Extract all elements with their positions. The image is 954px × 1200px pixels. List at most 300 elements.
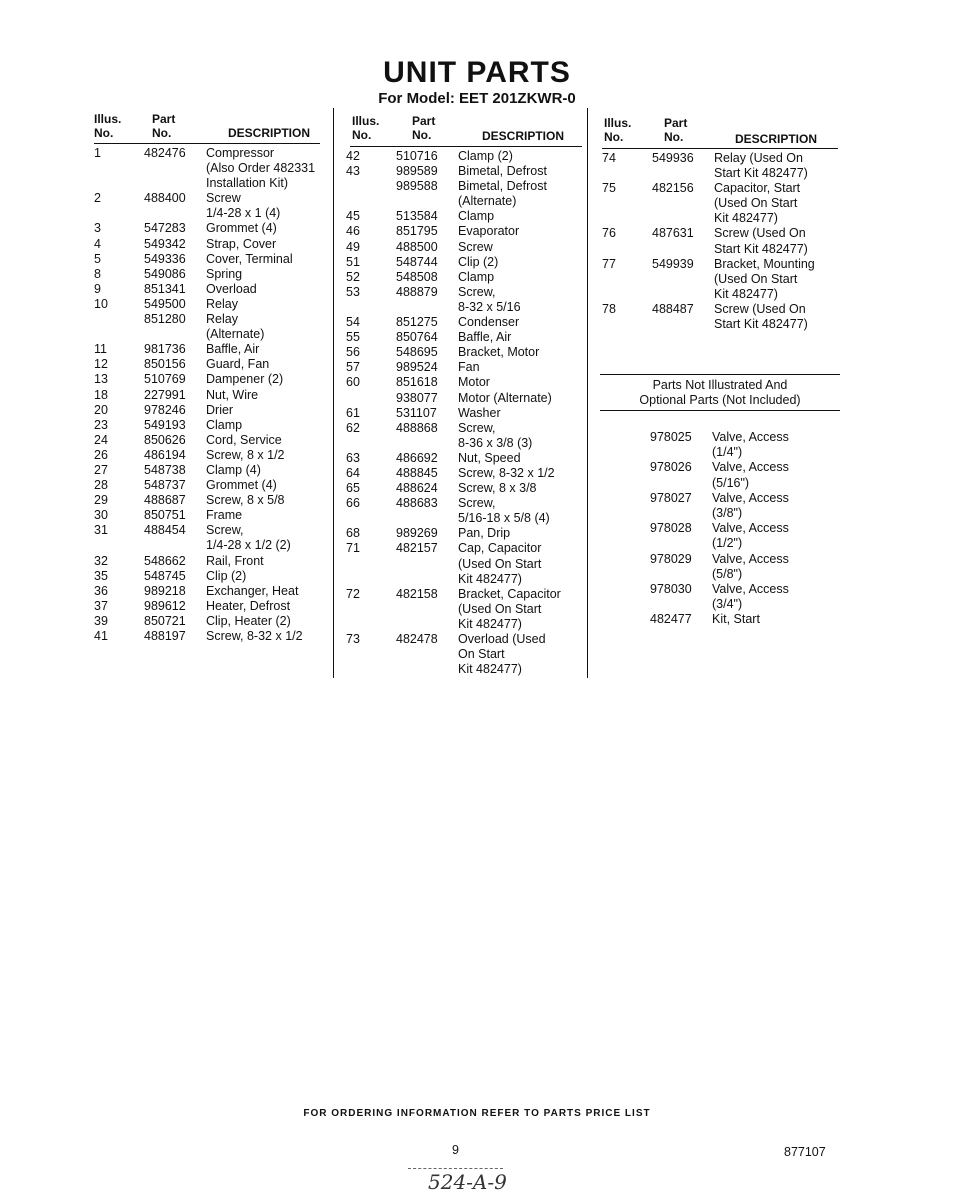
part-number: 989269 — [396, 526, 438, 541]
part-row — [346, 526, 586, 541]
part-description — [206, 448, 332, 463]
part-number: 978246 — [144, 402, 186, 417]
description-line: Grommet (4) — [206, 478, 277, 493]
illus-number: 66 — [346, 496, 360, 511]
part-row — [94, 629, 332, 644]
illus-number — [346, 391, 396, 406]
part-number: 488400 — [144, 191, 186, 206]
illus-no-label: No. — [604, 130, 624, 144]
part-number: 482157 — [396, 541, 438, 556]
part-description — [712, 460, 842, 490]
part-number: 488687 — [144, 493, 186, 508]
part-number: 488487 — [652, 301, 694, 316]
illus-number: 24 — [94, 432, 108, 447]
part-number: 548508 — [396, 269, 438, 284]
description-line: Kit 482477) — [458, 662, 522, 677]
page-title: UNIT PARTS — [383, 56, 571, 89]
illus-number: 3 — [94, 221, 101, 236]
part-number: 851618 — [396, 375, 438, 390]
part-description — [206, 403, 332, 418]
part-row — [602, 257, 842, 302]
part-row — [94, 493, 332, 508]
part-number: 851795 — [396, 224, 438, 239]
part-row — [602, 612, 842, 627]
part-description — [458, 587, 586, 632]
description-line: Nut, Wire — [206, 387, 259, 402]
part-description — [458, 345, 586, 360]
col2-desc-header: DESCRIPTION — [482, 129, 565, 143]
illus-number: 35 — [94, 568, 108, 583]
illus-number: 78 — [602, 301, 616, 316]
part-description — [206, 433, 332, 448]
description-line: (3/8") — [712, 506, 743, 521]
illus-number: 31 — [94, 523, 108, 538]
part-row — [346, 209, 586, 224]
description-line: (5/16") — [712, 475, 750, 490]
part-row — [94, 508, 332, 523]
part-description — [458, 406, 586, 421]
illus-label: Illus. — [352, 114, 380, 128]
part-number: 851275 — [396, 315, 438, 330]
illus-number: 28 — [94, 478, 108, 493]
description-line: Drier — [206, 402, 234, 417]
description-line: Start Kit 482477) — [714, 317, 808, 332]
description-line: Condenser — [458, 315, 520, 330]
description-line: Relay (Used On — [714, 151, 803, 165]
part-description — [206, 357, 332, 372]
description-line: Grommet (4) — [206, 221, 277, 236]
part-number: 850156 — [144, 357, 186, 372]
part-number: 486692 — [396, 450, 438, 465]
description-line: Screw — [458, 239, 493, 254]
illus-number: 54 — [346, 315, 360, 330]
illus-number: 71 — [346, 541, 360, 556]
description-line: Screw, — [458, 496, 496, 511]
col2-illus-header — [352, 114, 379, 142]
part-number: 488683 — [396, 496, 438, 511]
part-description — [206, 523, 332, 553]
part-description — [712, 521, 842, 551]
illus-number: 1 — [94, 146, 101, 160]
part-row — [602, 552, 842, 582]
illus-label: Illus. — [604, 116, 632, 130]
part-row — [94, 237, 332, 252]
description-line: Spring — [206, 266, 243, 281]
description-line: (1/4") — [712, 445, 743, 460]
part-number: 510769 — [144, 372, 186, 387]
description-line: Fan — [458, 360, 480, 375]
part-row — [346, 587, 586, 632]
description-line: Overload — [206, 281, 257, 296]
description-line: (Used On Start — [458, 601, 542, 616]
illus-number: 13 — [94, 372, 108, 387]
part-row — [94, 448, 332, 463]
description-line: Screw — [206, 191, 241, 206]
part-number: 981736 — [144, 342, 186, 357]
illus-number: 42 — [346, 149, 360, 163]
part-description — [714, 226, 842, 256]
illus-number: 11 — [94, 342, 107, 357]
description-line: Valve, Access — [712, 521, 789, 536]
description-line: 8-36 x 3/8 (3) — [458, 435, 533, 450]
part-row — [94, 191, 332, 221]
part-number: 851341 — [144, 281, 186, 296]
illus-number: 18 — [94, 387, 108, 402]
part-number: 989524 — [396, 360, 438, 375]
part-number: 488454 — [144, 523, 186, 538]
illus-number — [602, 612, 650, 627]
illus-number: 43 — [346, 164, 360, 179]
part-number: 488624 — [396, 481, 438, 496]
description-line: Dampener (2) — [206, 372, 284, 387]
part-row — [346, 360, 586, 375]
illus-number: 76 — [602, 226, 616, 241]
part-description — [458, 526, 586, 541]
part-description — [458, 541, 586, 586]
part-number: 549086 — [144, 266, 186, 281]
description-line: Screw, — [206, 523, 244, 538]
part-description — [206, 237, 332, 252]
part-number: 978026 — [650, 460, 692, 475]
part-description — [458, 285, 586, 315]
part-row — [94, 342, 332, 357]
description-line: Clamp (2) — [458, 149, 513, 163]
description-line: Valve, Access — [712, 582, 789, 597]
part-description — [712, 491, 842, 521]
illus-number: 53 — [346, 284, 360, 299]
part-row — [602, 151, 842, 181]
description-line: Clamp — [458, 269, 495, 284]
part-row — [346, 391, 586, 406]
part-row — [602, 430, 842, 460]
part-description — [206, 312, 332, 342]
description-line: Relay — [206, 296, 238, 311]
description-line: Guard, Fan — [206, 357, 270, 372]
part-description — [206, 629, 332, 644]
part-row — [346, 255, 586, 270]
part-row — [346, 375, 586, 390]
part-description — [458, 451, 586, 466]
parts-column-1 — [94, 146, 332, 644]
description-line: Strap, Cover — [206, 236, 277, 251]
part-description — [206, 554, 332, 569]
part-row — [94, 463, 332, 478]
description-line: (3/4") — [712, 597, 743, 612]
part-row — [346, 406, 586, 421]
part-description — [458, 375, 586, 390]
illus-number: 39 — [94, 613, 108, 628]
part-description — [458, 270, 586, 285]
part-number: 989612 — [144, 598, 186, 613]
part-description — [206, 418, 332, 433]
illus-number: 20 — [94, 402, 108, 417]
part-number: 989589 — [396, 164, 438, 179]
illus-number: 57 — [346, 360, 360, 375]
description-line: Rail, Front — [206, 553, 264, 568]
illus-number — [346, 179, 396, 209]
part-row — [346, 481, 586, 496]
col3-header-rule — [602, 148, 838, 149]
description-line: On Start — [458, 647, 505, 662]
illus-number: 73 — [346, 632, 360, 646]
description-line: 1/4-28 x 1/2 (2) — [206, 538, 291, 553]
col1-illus-header — [94, 112, 121, 140]
part-description — [458, 255, 586, 270]
description-line: Screw (Used On — [714, 226, 806, 241]
part-row — [94, 388, 332, 403]
illus-number: 27 — [94, 462, 108, 477]
part-row — [602, 226, 842, 256]
part-row — [94, 554, 332, 569]
description-line: Washer — [458, 405, 501, 420]
part-description — [714, 257, 842, 302]
part-description — [458, 360, 586, 375]
illus-number: 5 — [94, 251, 101, 266]
illus-number: 60 — [346, 375, 360, 390]
part-number: 227991 — [144, 387, 186, 402]
part-description — [206, 252, 332, 267]
description-line: Bracket, Capacitor — [458, 586, 561, 601]
part-number: 487631 — [652, 226, 694, 241]
part-row — [346, 270, 586, 285]
part-description — [206, 267, 332, 282]
description-line: Bracket, Motor — [458, 345, 540, 360]
part-row — [94, 267, 332, 282]
description-line: Clip, Heater (2) — [206, 613, 291, 628]
illus-number: 26 — [94, 447, 108, 462]
part-row — [94, 599, 332, 614]
description-line: Cord, Service — [206, 432, 282, 447]
illus-number: 68 — [346, 526, 360, 541]
part-number: 488197 — [144, 629, 186, 643]
optional-top-rule — [600, 374, 840, 375]
part-description — [458, 224, 586, 239]
part-row — [346, 345, 586, 360]
illus-number: 12 — [94, 357, 108, 372]
description-line: Pan, Drip — [458, 526, 511, 541]
description-line: Kit 482477) — [714, 211, 778, 226]
part-row — [94, 297, 332, 312]
part-label: Part — [412, 114, 436, 128]
description-line: Frame — [206, 508, 243, 523]
part-number: 850751 — [144, 508, 186, 523]
description-line: (Alternate) — [206, 327, 265, 342]
part-number: 978030 — [650, 582, 692, 597]
description-line: Clip (2) — [206, 568, 247, 583]
part-number: 549500 — [144, 296, 186, 311]
part-row — [346, 224, 586, 239]
part-description — [714, 151, 842, 181]
part-number: 851280 — [144, 312, 186, 327]
illus-number: 64 — [346, 465, 360, 480]
part-description — [206, 584, 332, 599]
optional-header-line: Parts Not Illustrated And — [652, 378, 788, 392]
illus-number: 41 — [94, 629, 108, 643]
description-line: Screw, — [458, 284, 496, 299]
part-description — [206, 342, 332, 357]
part-row — [94, 146, 332, 191]
handwritten-note: 524-A-9 — [428, 1170, 507, 1194]
part-description — [458, 164, 586, 179]
description-line: Cap, Capacitor — [458, 541, 542, 556]
description-line: Baffle, Air — [458, 330, 512, 345]
part-description — [206, 614, 332, 629]
description-line: Evaporator — [458, 224, 520, 239]
part-number: 548738 — [144, 462, 186, 477]
description-line: Clip (2) — [458, 254, 499, 269]
part-number: 548737 — [144, 478, 186, 493]
description-line: Capacitor, Start — [714, 181, 801, 196]
description-line: Nut, Speed — [458, 450, 521, 465]
part-row — [346, 330, 586, 345]
decorative-dashes — [408, 1168, 503, 1169]
part-description — [712, 582, 842, 612]
description-line: Motor — [458, 375, 490, 390]
description-line: (Used On Start — [714, 196, 798, 211]
part-number: 513584 — [396, 209, 438, 224]
description-line: Kit 482477) — [714, 286, 778, 301]
illus-number: 77 — [602, 256, 616, 271]
part-description — [206, 388, 332, 403]
col2-part-header — [412, 114, 435, 142]
part-number: 486194 — [144, 447, 186, 462]
part-number: 549193 — [144, 417, 186, 432]
description-line: 8-32 x 5/16 — [458, 299, 521, 314]
part-number: 482158 — [396, 586, 438, 601]
part-number: 488500 — [396, 239, 438, 254]
part-row — [94, 523, 332, 553]
part-no-label: No. — [664, 130, 684, 144]
part-description — [458, 240, 586, 255]
part-description — [458, 330, 586, 345]
part-description — [458, 466, 586, 481]
part-no-label: No. — [412, 128, 432, 142]
illus-number: 30 — [94, 508, 108, 523]
part-number: 482477 — [650, 612, 692, 627]
illus-number: 2 — [94, 191, 101, 206]
part-number: 549939 — [652, 256, 694, 271]
description-line: Relay — [206, 312, 238, 327]
description-line: Start Kit 482477) — [714, 241, 808, 256]
illus-number — [602, 521, 650, 551]
illus-number: 36 — [94, 583, 108, 598]
part-description — [712, 552, 842, 582]
description-line: Compressor — [206, 146, 275, 160]
part-row — [346, 164, 586, 179]
page-number: 9 — [452, 1143, 459, 1157]
part-description — [206, 221, 332, 236]
col1-header-rule — [94, 143, 320, 144]
part-description — [206, 569, 332, 584]
description-line: Cover, Terminal — [206, 251, 293, 266]
parts-column-2 — [346, 149, 586, 677]
optional-bottom-rule — [600, 410, 840, 411]
part-number: 548744 — [396, 254, 438, 269]
description-line: Bimetal, Defrost — [458, 164, 547, 179]
part-row — [346, 315, 586, 330]
description-line: Valve, Access — [712, 430, 789, 444]
part-row — [94, 584, 332, 599]
description-line: (Used On Start — [458, 556, 542, 571]
part-row — [94, 312, 332, 342]
part-row — [602, 491, 842, 521]
illus-label: Illus. — [94, 112, 122, 126]
illus-number: 23 — [94, 417, 108, 432]
illus-number: 29 — [94, 493, 108, 508]
description-line: Screw (Used On — [714, 301, 806, 316]
description-line: Installation Kit) — [206, 176, 288, 191]
illus-number: 61 — [346, 405, 360, 420]
part-number: 549342 — [144, 236, 186, 251]
illus-number: 52 — [346, 269, 360, 284]
part-description — [206, 493, 332, 508]
description-line: Motor (Alternate) — [458, 390, 552, 405]
part-row — [346, 541, 586, 586]
illus-number: 37 — [94, 598, 108, 613]
part-row — [346, 421, 586, 451]
description-line: Screw, 8 x 5/8 — [206, 493, 285, 508]
part-row — [94, 433, 332, 448]
description-line: 1/4-28 x 1 (4) — [206, 206, 281, 221]
part-description — [714, 181, 842, 226]
part-row — [346, 149, 586, 164]
illus-number: 56 — [346, 345, 360, 360]
col3-part-header — [664, 116, 687, 144]
col1-part-header — [152, 112, 175, 140]
part-number: 850721 — [144, 613, 186, 628]
part-description — [206, 508, 332, 523]
optional-header-line: Optional Parts (Not Included) — [639, 393, 801, 407]
description-line: Clamp (4) — [206, 462, 261, 477]
part-number: 510716 — [396, 149, 438, 163]
illus-number: 9 — [94, 281, 101, 296]
part-description — [458, 421, 586, 451]
part-description — [458, 481, 586, 496]
illus-no-label: No. — [94, 126, 114, 140]
description-line: Screw, 8-32 x 1/2 — [206, 629, 303, 643]
part-number: 938077 — [396, 390, 438, 405]
illus-number — [602, 460, 650, 490]
description-line: Clamp — [458, 209, 495, 224]
part-row — [602, 460, 842, 490]
part-number: 482476 — [144, 146, 186, 160]
description-line: Kit 482477) — [458, 616, 522, 631]
part-description — [714, 302, 842, 332]
col2-header-rule — [350, 146, 582, 147]
illus-number: 45 — [346, 209, 360, 224]
description-line: Screw, 8 x 1/2 — [206, 447, 285, 462]
illus-number: 8 — [94, 266, 101, 281]
part-description — [458, 209, 586, 224]
description-line: Screw, — [458, 420, 496, 435]
part-number: 482156 — [652, 181, 694, 196]
column-divider — [333, 108, 334, 678]
description-line: (5/8") — [712, 566, 743, 581]
illus-number: 10 — [94, 296, 108, 311]
description-line: Valve, Access — [712, 551, 789, 566]
optional-parts-list — [602, 430, 842, 628]
illus-number — [94, 312, 144, 342]
part-number: 531107 — [396, 405, 437, 420]
part-number: 549336 — [144, 251, 186, 266]
description-line: Overload (Used — [458, 632, 546, 646]
part-number: 547283 — [144, 221, 186, 236]
description-line: Kit, Start — [712, 612, 760, 627]
illus-number: 32 — [94, 553, 108, 568]
illus-number: 63 — [346, 450, 360, 465]
part-number: 978025 — [650, 430, 692, 444]
col3-desc-header: DESCRIPTION — [735, 132, 818, 146]
